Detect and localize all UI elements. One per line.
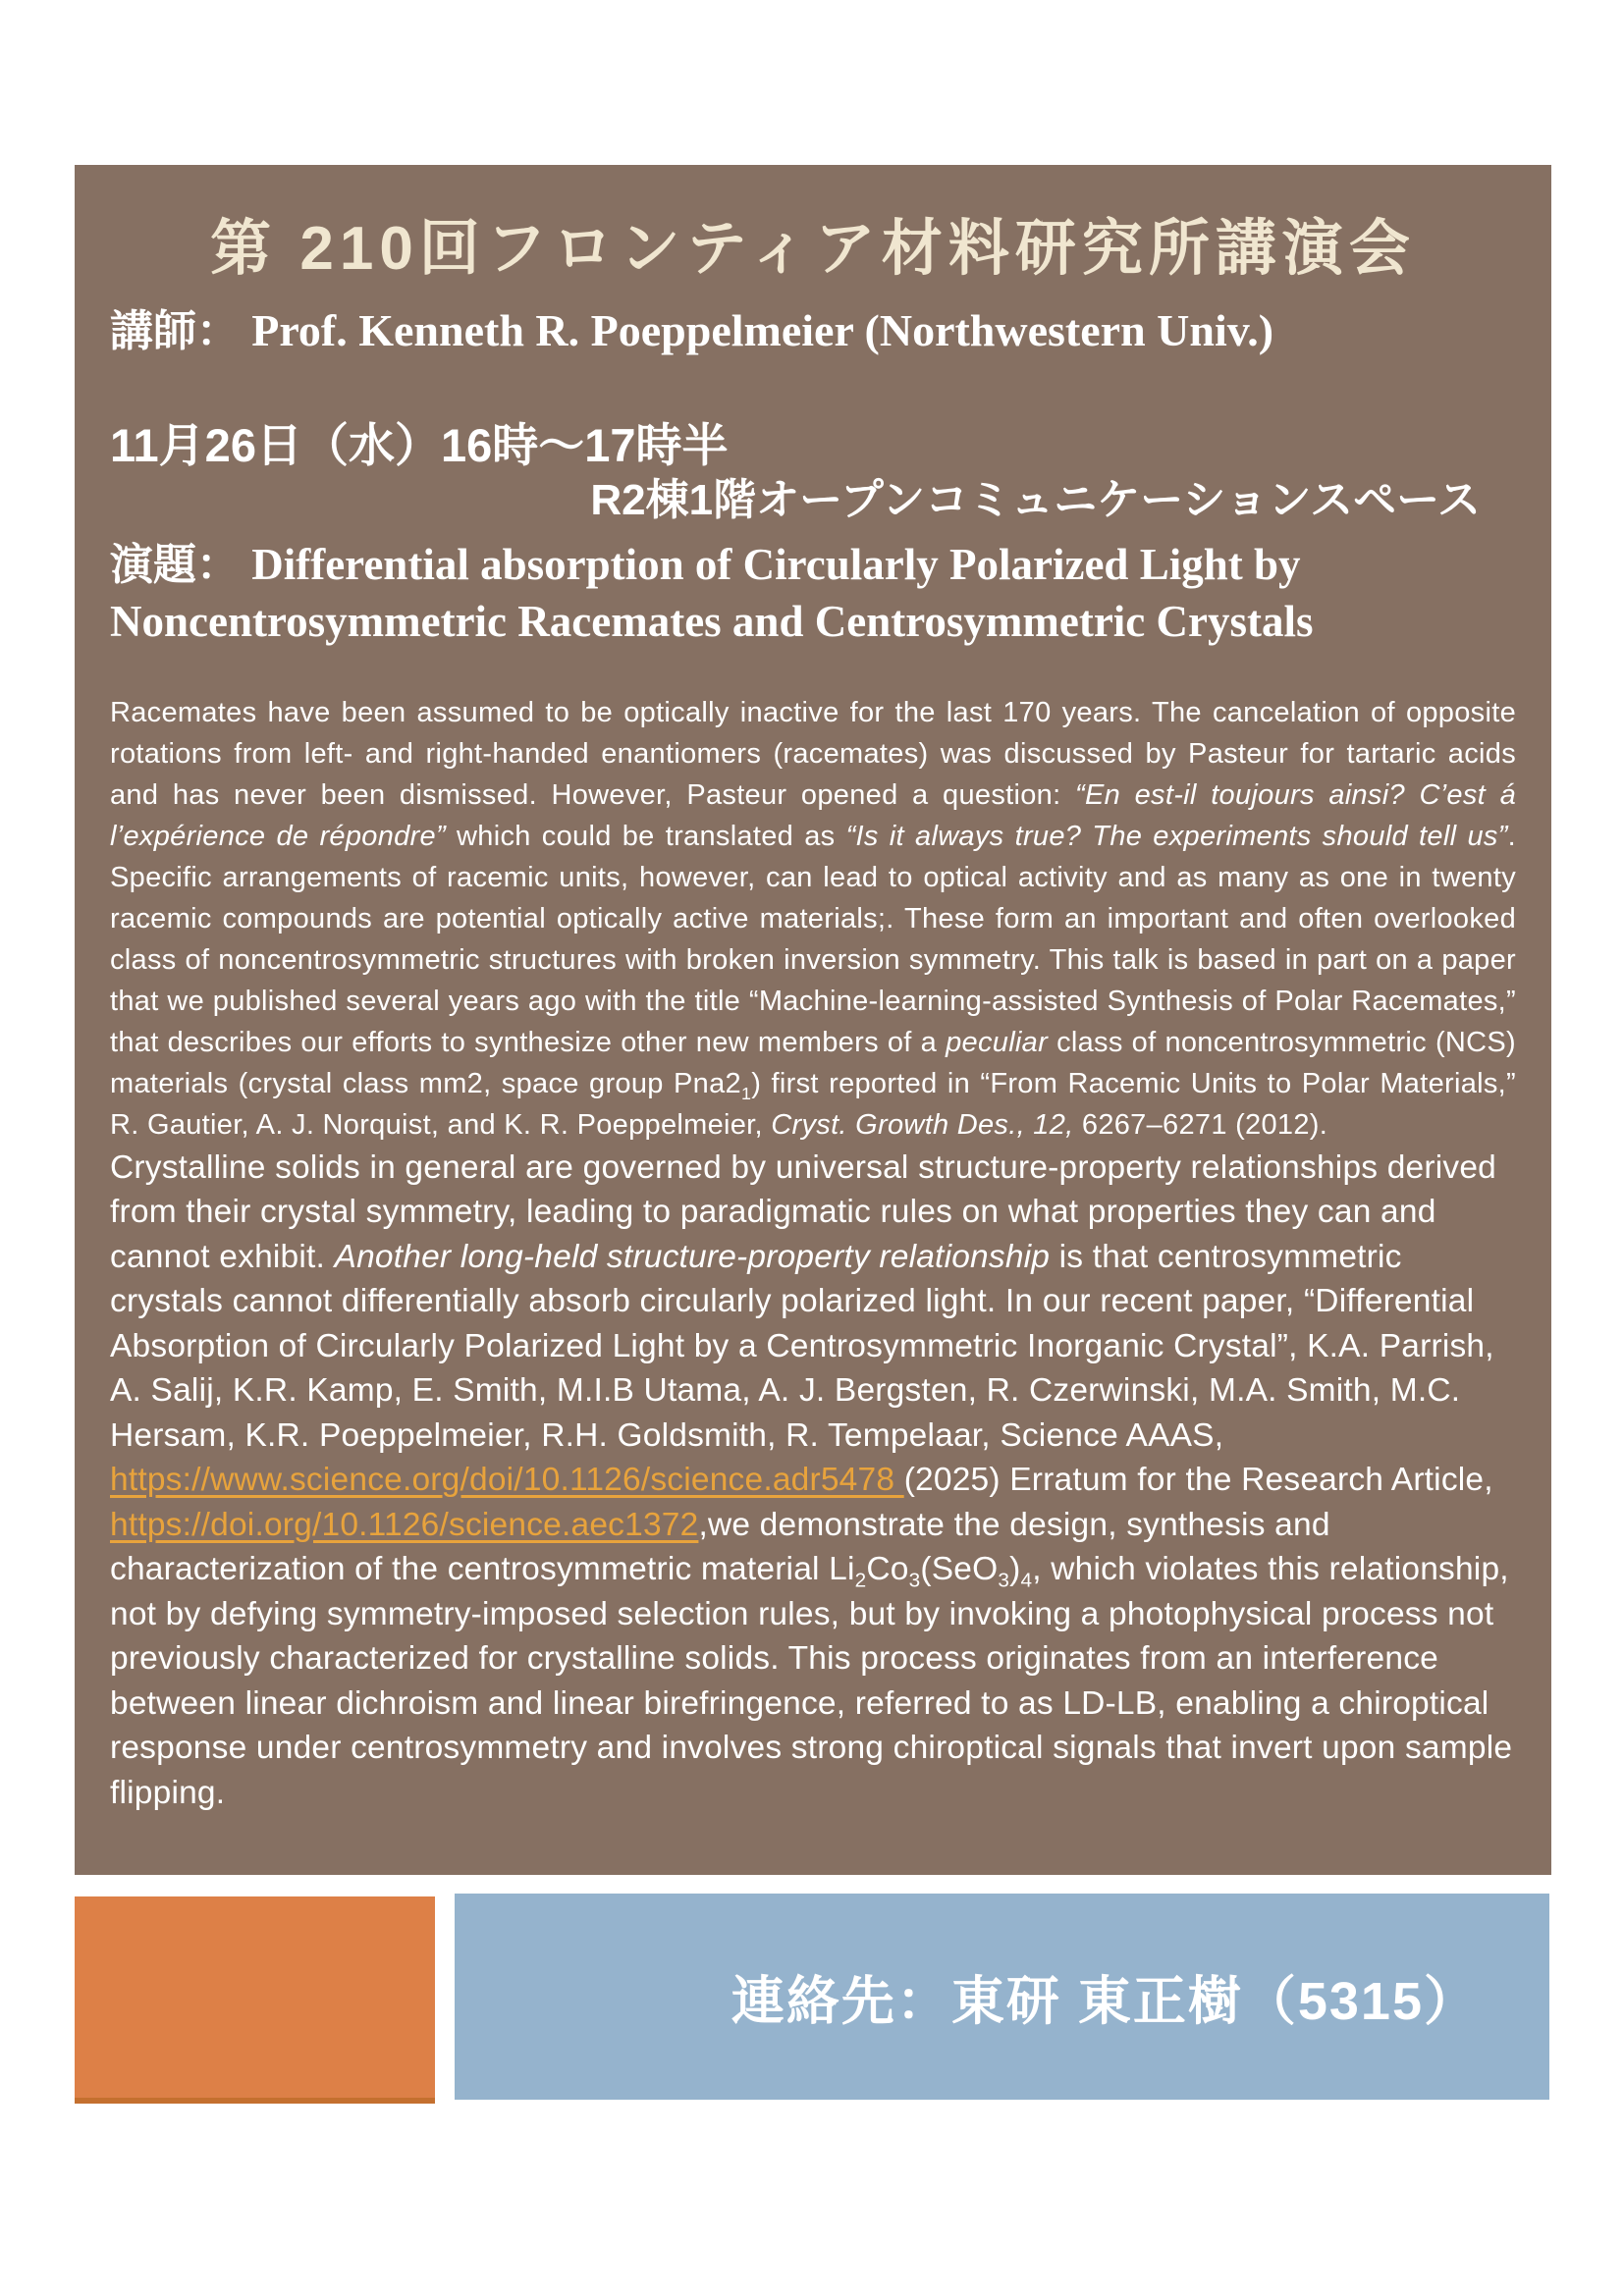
text-run: Crystalline solids in general are governed by universal structure-property relationships derived from their crystal symmetry, leading to paradigmatic rules on what properties they can and cannot exhibit.	[110, 1148, 1497, 1275]
text-run: class of noncentrosymmetric (NCS) materials (crystal class mm2, space group Pna2	[110, 1026, 1516, 1099]
text-run: ) first reported in “From Racemic Units to Polar Materials,” R. Gautier, A. J. Norquist, and K. R. Poeppelmeier,	[110, 1067, 1516, 1141]
abstract-paragraph-2	[110, 1146, 1516, 1816]
lecturer-name: Prof. Kenneth R. Poeppelmeier (Northwestern Univ.)	[251, 305, 1274, 356]
text-run: . Specific arrangements of racemic units, however, can lead to optical activity and as many as one in twenty racemic compounds are potential optically active materials;. These form an important and often overlooked class of noncentrosymmetric structures with broken inversion symmetry. This talk is based in part on a paper that we published several years ago with the title “Machine-learning-assisted Synthesis of Polar Racemates,” that describes our efforts to synthesize other new members of a	[110, 820, 1516, 1058]
venue-line: R2棟1階オープンコミュニケーションスペース	[590, 476, 1481, 525]
datetime-line: 11月26日（水）16時～17時半	[110, 419, 729, 472]
subscript: 4	[1020, 1569, 1033, 1592]
text-run: 6267–6271 (2012).	[1073, 1108, 1328, 1141]
text-run: (2025) Erratum for the Research Article,	[903, 1462, 1493, 1499]
subscript: 2	[854, 1569, 867, 1592]
italic-text: peculiar	[946, 1026, 1049, 1058]
italic-text: Cryst. Growth Des., 12,	[771, 1108, 1074, 1141]
contact-text: 連絡先：東研 東正樹（5315）	[731, 1971, 1479, 2031]
text-run: , which violates this relationship, not by defying symmetry-imposed selection rules, but by invoking a photophysical process not previously characterized for crystalline solids. This process originates from an interference between linear dichroism and linear birefringence, referred to as LD-LB, enabling a chiroptical response under centrosymmetry and involves strong chiroptical signals that invert upon sample flipping.	[110, 1551, 1513, 1811]
italic-text: “Is it always true? The experiments should tell us”	[845, 820, 1508, 852]
text-run: is that centrosymmetric crystals cannot differentially absorb circularly polarized light. In our recent paper, “Differential Absorption of Circularly Polarized Light by a Centrosymmetric Inorganic Crystal”, K.A. Parrish, A. Salij, K.R. Kamp, E. Smith, M.I.B Utama, A. J. Bergsten, R. Czerwinski, M.A. Smith, M.C. Hersam, K.R. Poeppelmeier, R.H. Goldsmith, R. Tempelaar, Science AAAS,	[110, 1238, 1494, 1454]
lecturer-label: 講師：	[110, 307, 240, 356]
subscript: 1	[740, 1083, 752, 1103]
italic-text: Another long-held structure-property relationship	[334, 1238, 1051, 1275]
text-run: ,we demonstrate the design, synthesis and characterization of the centrosymmetric material Li	[110, 1506, 1330, 1588]
subject-label: 演題：	[110, 540, 240, 589]
text-run: (SeO	[920, 1551, 999, 1588]
hyperlink[interactable]: https://www.science.org/doi/10.1126/science.adr5478	[110, 1462, 904, 1499]
subject-title: Differential absorption of Circularly Polarized Light by Noncentrosymmetric Racemates and Centrosymmetric Crystals	[110, 539, 1314, 647]
poster-title: 第 210回フロンティア材料研究所講演会	[210, 215, 1416, 283]
hyperlink[interactable]: https://doi.org/10.1126/science.aec1372	[110, 1506, 699, 1543]
text-run: Co	[866, 1551, 909, 1588]
contact-banner	[455, 1894, 1549, 2100]
italic-text: “En est-il toujours ainsi? C’est á l’expérience de répondre”	[110, 778, 1517, 852]
lecturer-line	[110, 303, 1516, 358]
subscript: 3	[908, 1569, 921, 1592]
text-run: Racemates have been assumed to be optically inactive for the last 170 years. The cancelation of opposite rotations from left- and right-handed enantiomers (racemates) was discussed by Pasteur for tartaric acids and has never been dismissed. However, Pasteur opened a question:	[110, 696, 1516, 811]
poster-panel	[75, 165, 1551, 1875]
text-run: )	[1009, 1551, 1021, 1588]
subject-line	[110, 536, 1516, 651]
text-run: which could be translated as	[445, 820, 846, 852]
orange-accent-block	[75, 1896, 435, 2104]
abstract-paragraph-1	[110, 692, 1516, 1146]
subscript: 3	[998, 1569, 1010, 1592]
